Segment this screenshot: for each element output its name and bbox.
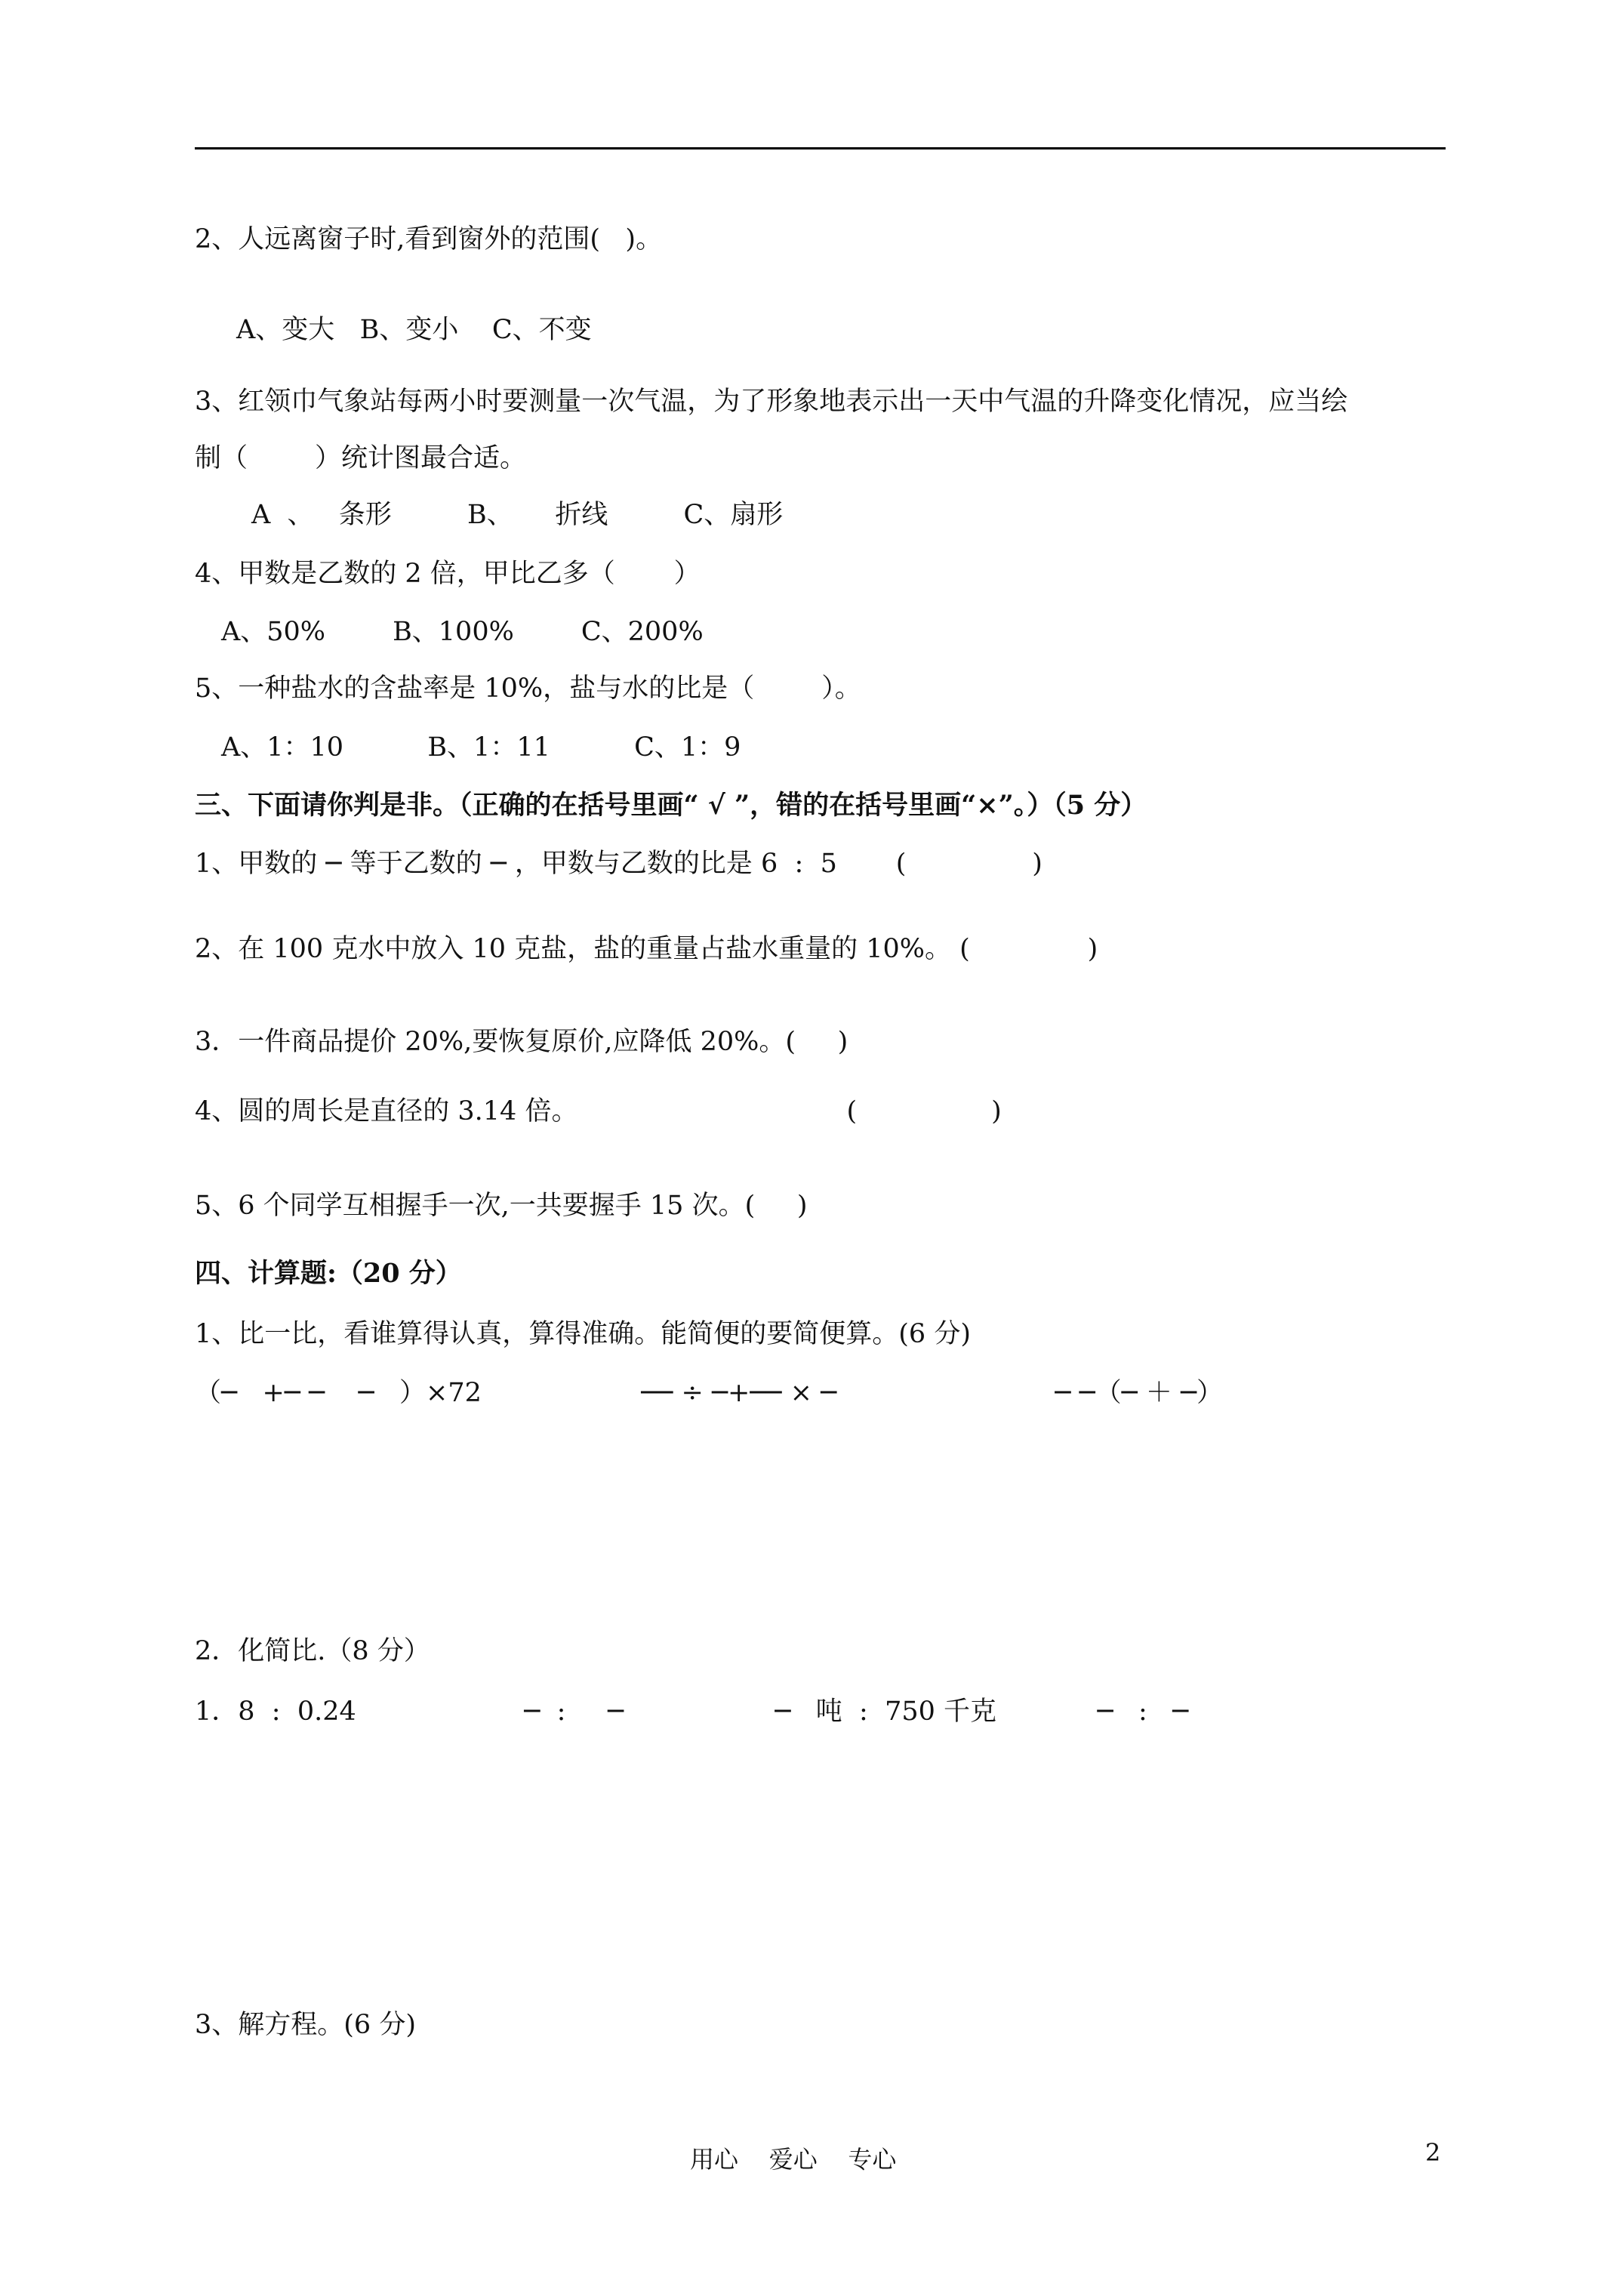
judge-2: 2、在 100 克水中放入 10 克盐，盐的重量占盐水重量的 10%。 ( ) (195, 934, 1098, 964)
section-3-heading: 三、下面请你判是非。（正确的在括号里画“ √ ”，错的在括号里画“×”。）（5 分） (195, 790, 1147, 821)
judge-4: 4、圆的周长是直径的 3.14 倍。 ( ) (195, 1096, 1002, 1126)
calc-1-heading: 1、比一比，看谁算得认真，算得准确。能简便的要简便算。(6 分) (195, 1319, 971, 1349)
section-4-heading: 四、计算题:（20 分） (195, 1258, 462, 1289)
calc-2-ratios: 1．8 : 0.24 ─ : ─ ─ 吨 : 750 千克 ─ : ─ (195, 1697, 1189, 1727)
judge-5: 5、6 个同学互相握手一次,一共要握手 15 次。( ) (195, 1191, 808, 1221)
header-rule (195, 147, 1446, 149)
footer-motto: 用心 爱心 专心 (690, 2145, 897, 2174)
question-4: 4、甲数是乙数的 2 倍，甲比乙多（ ） (195, 559, 701, 589)
question-3: 3、红领巾气象站每两小时要测量一次气温，为了形象地表示出一天中气温的升降变化情况，应当绘 (195, 387, 1348, 417)
page-number: 2 (1425, 2138, 1441, 2167)
judge-1: 1、甲数的 ─ 等于乙数的 ─ ，甲数与乙数的比是 6 : 5 ( ) (195, 849, 1042, 879)
calc-3-heading: 3、解方程。(6 分) (195, 2010, 416, 2040)
q2-options: A、变大 B、变小 C、不变 (236, 315, 592, 345)
question-2: 2、人远离窗子时,看到窗外的范围( )。 (195, 224, 663, 254)
q4-options: A、50% B、100% C、200% (221, 617, 704, 647)
q3-options: A 、 条形 B、 折线 C、扇形 (251, 500, 784, 530)
judge-3: 3．一件商品提价 20%,要恢复原价,应降低 20%。( ) (195, 1027, 848, 1057)
question-3-cont: 制（ ）统计图最合适。 (195, 443, 527, 473)
question-5: 5、一种盐水的含盐率是 10%，盐与水的比是（ ）。 (195, 673, 861, 704)
q5-options: A、1：10 B、1：11 C、1：9 (221, 732, 741, 763)
calc-2-heading: 2．化简比.（8 分） (195, 1636, 430, 1666)
calc-1-expressions: （─ +─ ─ ─ ）×72 ── ÷ ─+── × ─ ─ ─（─ ＋ ─） (195, 1378, 1224, 1408)
